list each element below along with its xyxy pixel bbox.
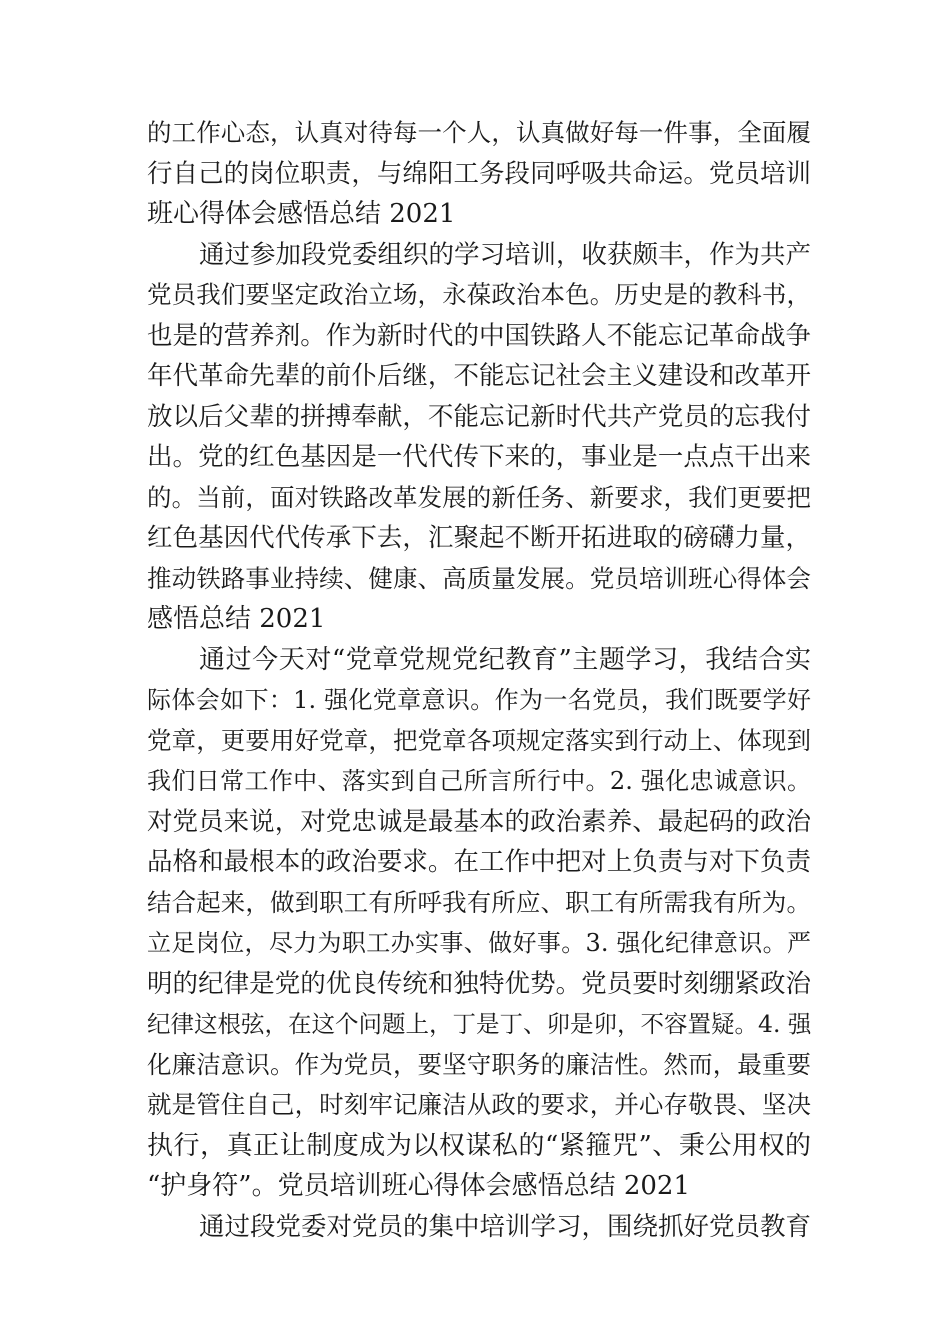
text-line: 红色基因代代传承下去，汇聚起不断开拓进取的磅礴力量， <box>147 523 811 553</box>
text-line: 推动铁路事业持续、健康、高质量发展。党员培训班心得体会 <box>147 563 811 593</box>
text-line: 行自己的岗位职责，与绵阳工务段同呼吸共命运。党员培训 <box>147 158 811 189</box>
text-line: 明的纪律是党的优良传统和独特优势。党员要时刻绷紧政治 <box>147 968 811 999</box>
paragraph-first-line: 通过参加段党委组织的学习培训，收获颇丰，作为共产 <box>199 239 812 270</box>
text-line: 放以后父辈的拼搏奉献，不能忘记新时代共产党员的忘我付 <box>147 401 811 432</box>
text-line: 班心得体会感悟总结 2021 <box>147 199 456 229</box>
text-line: “护身符”。党员培训班心得体会感悟总结 2021 <box>147 1171 691 1201</box>
text-line: 执行，真正让制度成为以权谋私的“紧箍咒”、秉公用权的 <box>147 1130 811 1161</box>
text-line: 出。党的红色基因是一代代传下来的，事业是一点点干出来 <box>147 442 811 472</box>
text-line: 结合起来，做到职工有所呼我有所应、职工有所需我有所为。 <box>147 887 811 917</box>
text-line: 也是的营养剂。作为新时代的中国铁路人不能忘记革命战争 <box>147 320 811 351</box>
text-line: 年代革命先辈的前仆后继，不能忘记社会主义建设和改革开 <box>147 361 811 391</box>
text-line: 就是管住自己，时刻牢记廉洁从政的要求，并心存敬畏、坚决 <box>147 1090 811 1119</box>
text-line: 我们日常工作中、落实到自己所言所行中。2. 强化忠诚意识。 <box>147 767 811 795</box>
text-line: 党员我们要坚定政治立场，永葆政治本色。历史是的教科书， <box>147 280 811 309</box>
document-body <box>147 113 811 1247</box>
text-line: 的工作心态，认真对待每一个人，认真做好每一件事，全面履 <box>147 118 811 147</box>
paragraph-first-line: 通过今天对“党章党规党纪教育”主题学习，我结合实 <box>199 644 811 675</box>
text-line: 纪律这根弦，在这个问题上，丁是丁、卯是卯，不容置疑。4. 强 <box>147 1010 812 1038</box>
text-line: 化廉洁意识。作为党员，要坚守职务的廉洁性。然而，最重要 <box>147 1049 811 1079</box>
text-line: 对党员来说，对党忠诚是最基本的政治素养、最起码的政治 <box>147 806 811 837</box>
text-line: 感悟总结 2021 <box>147 604 326 634</box>
text-line: 立足岗位，尽力为职工办实事、做好事。3. 强化纪律意识。严 <box>147 929 811 957</box>
text-line: 的。当前，面对铁路改革发展的新任务、新要求，我们更要把 <box>147 482 811 512</box>
text-line: 品格和最根本的政治要求。在工作中把对上负责与对下负责 <box>147 847 811 877</box>
text-line: 际体会如下：1. 强化党章意识。作为一名党员，我们既要学好 <box>147 686 811 714</box>
text-line: 党章，更要用好党章，把党章各项规定落实到行动上、体现到 <box>147 725 811 755</box>
paragraph-first-line: 通过段党委对党员的集中培训学习，围绕抓好党员教育 <box>199 1211 812 1242</box>
